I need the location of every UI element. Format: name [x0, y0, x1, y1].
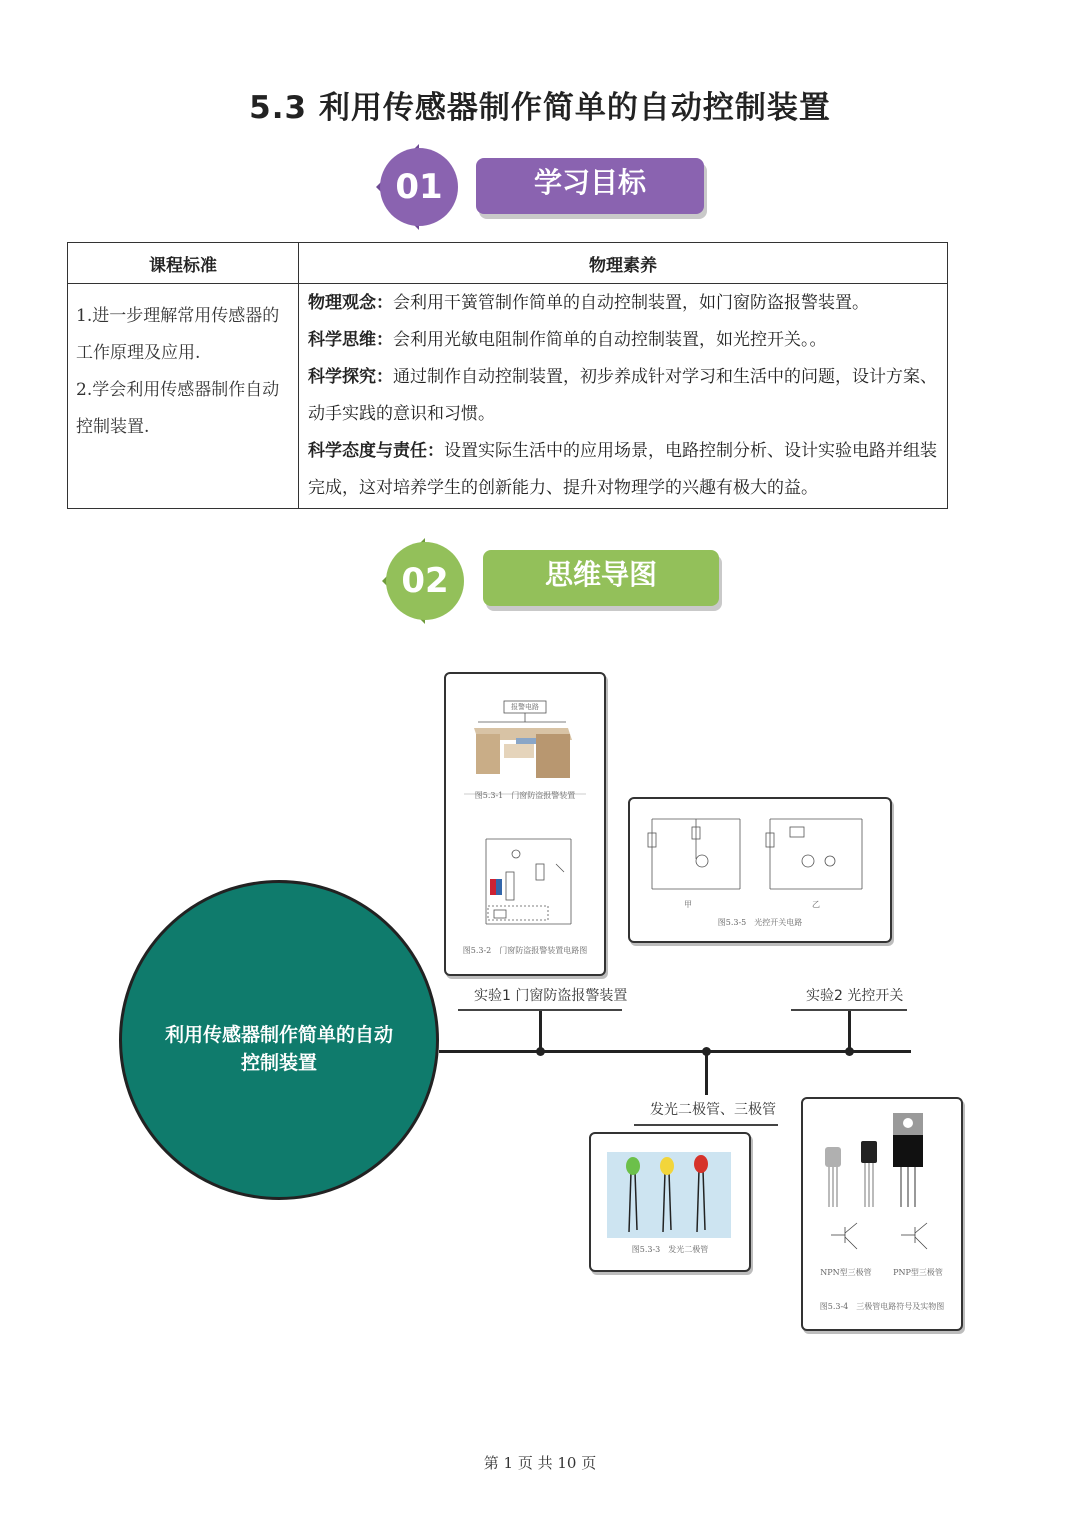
table-header-standard: 课程标准: [68, 243, 299, 284]
section-number-badge: [376, 144, 462, 230]
objectives-table: [67, 242, 948, 509]
standard-cell: [68, 284, 299, 509]
literacy-item: [300, 359, 946, 433]
figure-label: 乙: [812, 900, 820, 909]
branch-label-exp2: 实验2 光控开关: [806, 988, 904, 1004]
mindmap-center-node: [119, 880, 439, 1200]
branch-underline: [791, 1009, 907, 1011]
figure-card-led: [589, 1132, 751, 1272]
branch-node: [845, 1047, 854, 1056]
mindmap-center-label: 利用传感器制作简单的自动控制装置: [164, 1024, 393, 1074]
literacy-key: 科学态度与责任：: [308, 441, 444, 461]
literacy-key: 物理观念：: [308, 293, 393, 313]
section-number: 02: [386, 542, 464, 620]
literacy-key: 科学思维：: [308, 330, 393, 350]
literacy-key: 科学探究：: [308, 367, 393, 387]
standard-item: 1.进一步理解常用传感器的工作原理及应用.: [76, 306, 280, 363]
page-footer: 第 1 页 共 10 页: [483, 1454, 597, 1472]
figure-label: PNP型三极管: [893, 1268, 943, 1277]
figure-caption: 图5.3-5 光控开关电路: [717, 918, 803, 927]
led-figure: [607, 1152, 731, 1238]
figure-card-transistor: [801, 1097, 963, 1331]
figure-card-light-switch: [628, 797, 892, 943]
standard-item: 2.学会利用传感器制作自动控制装置.: [76, 380, 280, 437]
branch-label-exp1: 实验1 门窗防盗报警装置: [474, 988, 628, 1004]
branch-connector: [539, 1010, 542, 1052]
branch-node: [702, 1047, 711, 1056]
section-number: 01: [380, 148, 458, 226]
table-header-literacy: 物理素养: [299, 243, 948, 284]
section-number-badge: [382, 538, 468, 624]
page-title: 5.3 利用传感器制作简单的自动控制装置: [249, 90, 831, 126]
literacy-text: 设置实际生活中的应用场景，电路控制分析、设计实验电路并组装完成，这对培养学生的创新能力、提升对物理学的兴趣有极大的益。: [308, 441, 937, 498]
branch-connector: [705, 1051, 708, 1095]
literacy-text: 会利用干簧管制作简单的自动控制装置，如门窗防盗报警装置。: [393, 293, 869, 313]
figure-caption: 图5.3-1 门窗防盗报警装置: [474, 791, 576, 800]
mindmap-trunk: [439, 1050, 911, 1053]
literacy-item: [300, 433, 946, 507]
branch-underline: [634, 1124, 778, 1126]
section-heading: 学习目标: [476, 158, 704, 214]
led-photo: [607, 1152, 731, 1238]
literacy-item: [300, 285, 946, 322]
transistor-figure: [803, 1099, 961, 1329]
section-heading: 思维导图: [483, 550, 719, 606]
literacy-item: [300, 322, 946, 359]
figure-label: 报警电路: [511, 703, 539, 711]
literacy-text: 通过制作自动控制装置，初步养成针对学习和生活中的问题，设计方案、动手实践的意识和习惯。: [308, 367, 937, 424]
literacy-text: 会利用光敏电阻制作简单的自动控制装置，如光控开关。。: [393, 330, 827, 350]
figure-card-door-alarm: [444, 672, 606, 976]
branch-node: [536, 1047, 545, 1056]
figure-caption: 图5.3-4 三极管电路符号及实物图: [819, 1302, 945, 1311]
branch-underline: [458, 1009, 622, 1011]
literacy-cell: [299, 284, 948, 509]
figure-caption: 图5.3-2 门窗防盗报警装置电路图: [462, 946, 588, 955]
branch-label-diode: 发光二极管、三极管: [650, 1102, 776, 1118]
figure-caption: 图5.3-3 发光二极管: [631, 1245, 709, 1254]
door-alarm-figure: [446, 674, 604, 974]
branch-connector: [848, 1010, 851, 1052]
figure-label: 甲: [684, 900, 692, 909]
figure-label: NPN型三极管: [820, 1268, 872, 1277]
